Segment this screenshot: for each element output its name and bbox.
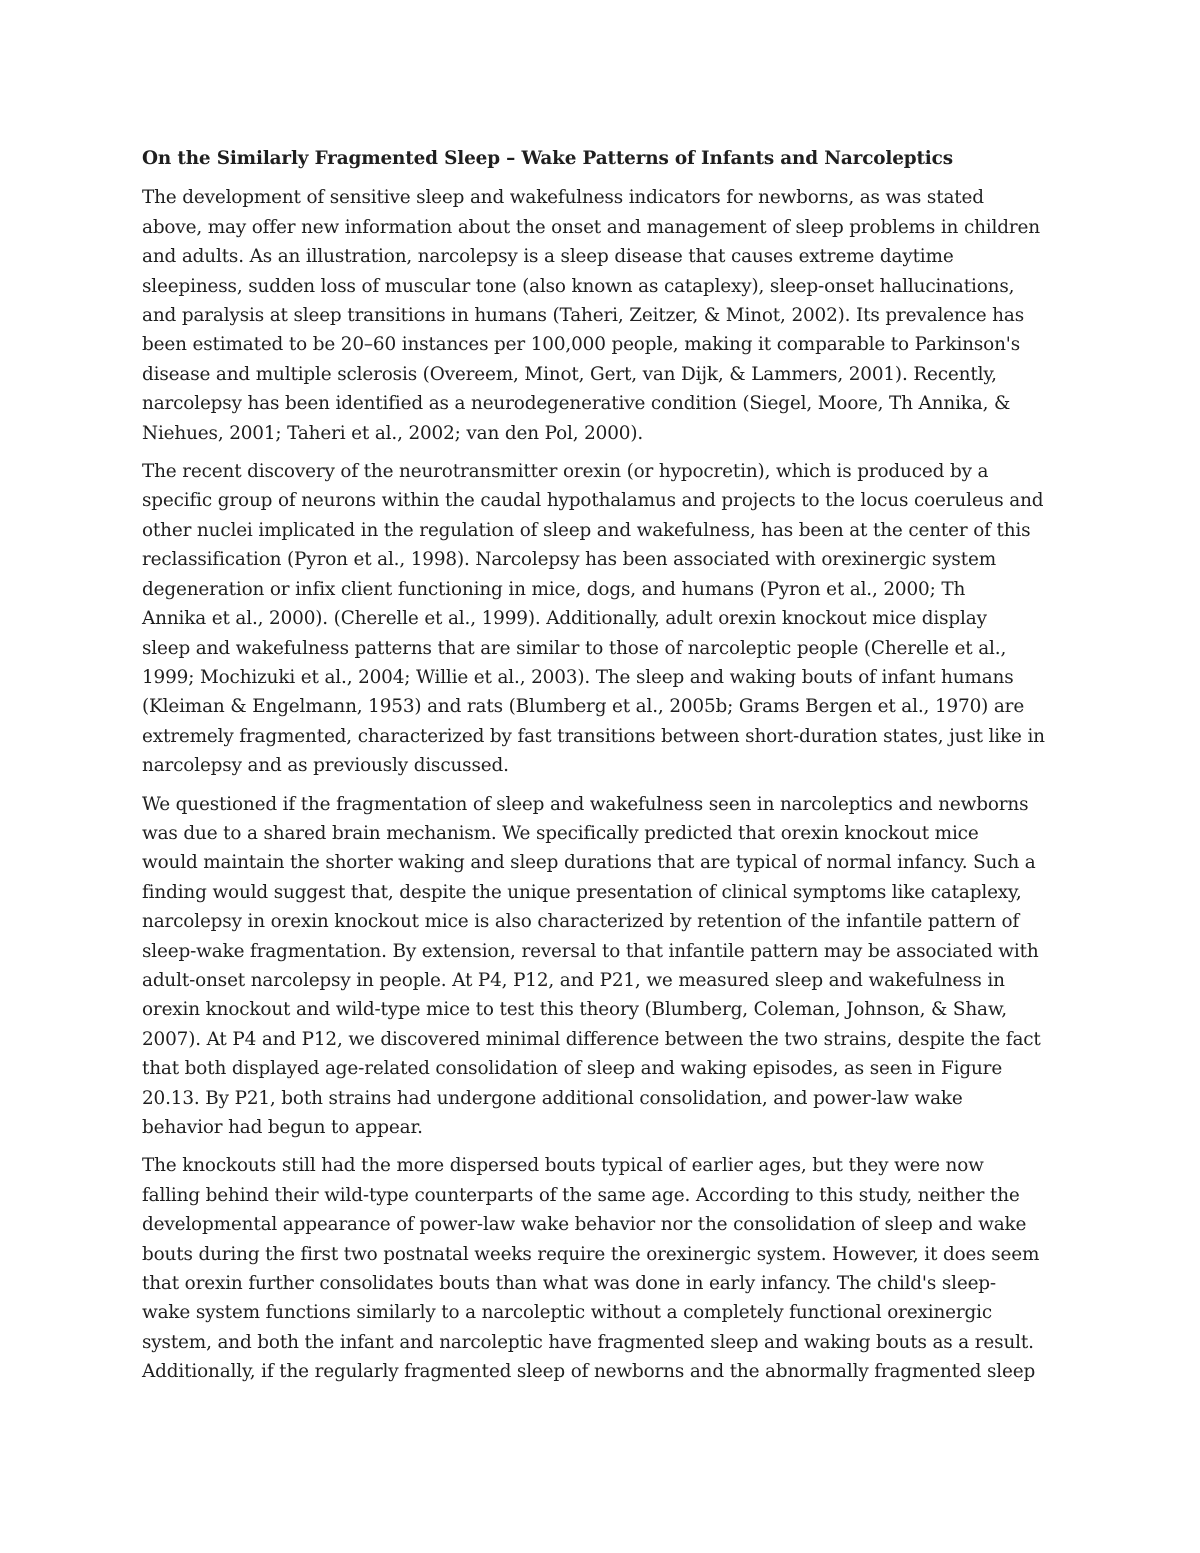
text-line: wake system functions similarly to a narcoleptic without a completely functional orexinergic [142, 1302, 993, 1324]
text-line: 20.13. By P21, both strains had undergone additional consolidation, and power-law wake [142, 1087, 963, 1109]
text-line: behavior had begun to appear. [142, 1117, 423, 1138]
text-line: extremely fragmented, characterized by fast transitions between short-duration states, just like in [142, 725, 1045, 747]
text-line: Niehues, 2001; Taheri et al., 2002; van den Pol, 2000). [142, 422, 644, 444]
text-line: and adults. As an illustration, narcolepsy is a sleep disease that causes extreme daytime [142, 246, 954, 268]
text-line: sleep-wake fragmentation. By extension, reversal to that infantile pattern may be associated with [142, 940, 1039, 962]
text-line: falling behind their wild-type counterparts of the same age. According to this study, neither the [142, 1184, 1020, 1206]
text-line: orexin knockout and wild-type mice to test this theory (Blumberg, Coleman, Johnson, & Shaw, [142, 999, 1007, 1021]
text-line: was due to a shared brain mechanism. We specifically predicted that orexin knockout mice [142, 822, 979, 844]
text-line: other nuclei implicated in the regulation of sleep and wakefulness, has been at the center of this [142, 519, 1031, 541]
text-line: been estimated to be 20–60 instances per 100,000 people, making it comparable to Parkinson's [142, 334, 1020, 356]
text-line: disease and multiple sclerosis (Overeem, Minot, Gert, van Dijk, & Lammers, 2001). Recently, [142, 363, 997, 385]
text-line: specific group of neurons within the caudal hypothalamus and projects to the locus coeruleus and [142, 490, 1044, 512]
text-line: sleepiness, sudden loss of muscular tone (also known as cataplexy), sleep-onset hallucinations, [142, 275, 1015, 297]
text-line: Additionally, if the regularly fragmented sleep of newborns and the abnormally fragmented sleep [142, 1361, 1036, 1383]
text-line: (Kleiman & Engelmann, 1953) and rats (Blumberg et al., 2005b; Grams Bergen et al., 1970) are [142, 696, 1025, 718]
paragraph-1 [142, 183, 1060, 448]
paragraph-3 [142, 790, 1060, 1143]
text-line: above, may offer new information about the onset and management of sleep problems in children [142, 216, 1040, 238]
paragraph-2 [142, 457, 1060, 780]
text-line: and paralysis at sleep transitions in humans (Taheri, Zeitzer, & Minot, 2002). Its prevalence has [142, 305, 1024, 327]
paragraph-4 [142, 1151, 1060, 1386]
document-title: On the Similarly Fragmented Sleep – Wake Patterns of Infants and Narcoleptics [142, 148, 953, 169]
text-line: The knockouts still had the more dispersed bouts typical of earlier ages, but they were now [142, 1155, 984, 1177]
text-line: narcolepsy has been identified as a neurodegenerative condition (Siegel, Moore, Th Annika, & [142, 393, 1011, 415]
text-line: narcolepsy in orexin knockout mice is also characterized by retention of the infantile pattern of [142, 911, 1020, 933]
text-line: that both displayed age-related consolidation of sleep and waking episodes, as seen in Figure [142, 1058, 1003, 1080]
text-line: developmental appearance of power-law wake behavior nor the consolidation of sleep and wake [142, 1214, 1027, 1236]
text-line: adult-onset narcolepsy in people. At P4, P12, and P21, we measured sleep and wakefulness in [142, 969, 1005, 991]
text-line: sleep and wakefulness patterns that are similar to those of narcoleptic people (Cherelle et al., [142, 637, 1007, 659]
text-line: reclassification (Pyron et al., 1998). Narcolepsy has been associated with orexinergic system [142, 549, 996, 571]
text-line: would maintain the shorter waking and sleep durations that are typical of normal infancy. Such a [142, 852, 1036, 874]
text-line: 2007). At P4 and P12, we discovered minimal difference between the two strains, despite the fact [142, 1028, 1041, 1050]
text-line: bouts during the first two postnatal weeks require the orexinergic system. However, it does seem [142, 1243, 1040, 1265]
text-line: Annika et al., 2000). (Cherelle et al., 1999). Additionally, adult orexin knockout mice display [142, 608, 987, 630]
text-line: finding would suggest that, despite the unique presentation of clinical symptoms like cataplexy, [142, 881, 1022, 903]
text-line: We questioned if the fragmentation of sleep and wakefulness seen in narcoleptics and newborns [142, 793, 1029, 815]
text-line: 1999; Mochizuki et al., 2004; Willie et al., 2003). The sleep and waking bouts of infant humans [142, 666, 1014, 688]
text-line: degeneration or infix client functioning in mice, dogs, and humans (Pyron et al., 2000; Th [142, 578, 966, 600]
text-line: narcolepsy and as previously discussed. [142, 755, 509, 777]
document-body [142, 144, 1060, 1396]
text-line: The development of sensitive sleep and wakefulness indicators for newborns, as was stated [142, 187, 984, 209]
text-line: The recent discovery of the neurotransmitter orexin (or hypocretin), which is produced by a [142, 461, 989, 483]
text-line: that orexin further consolidates bouts than what was done in early infancy. The child's sleep- [142, 1273, 996, 1295]
text-line: system, and both the infant and narcoleptic have fragmented sleep and waking bouts as a result. [142, 1331, 1034, 1353]
